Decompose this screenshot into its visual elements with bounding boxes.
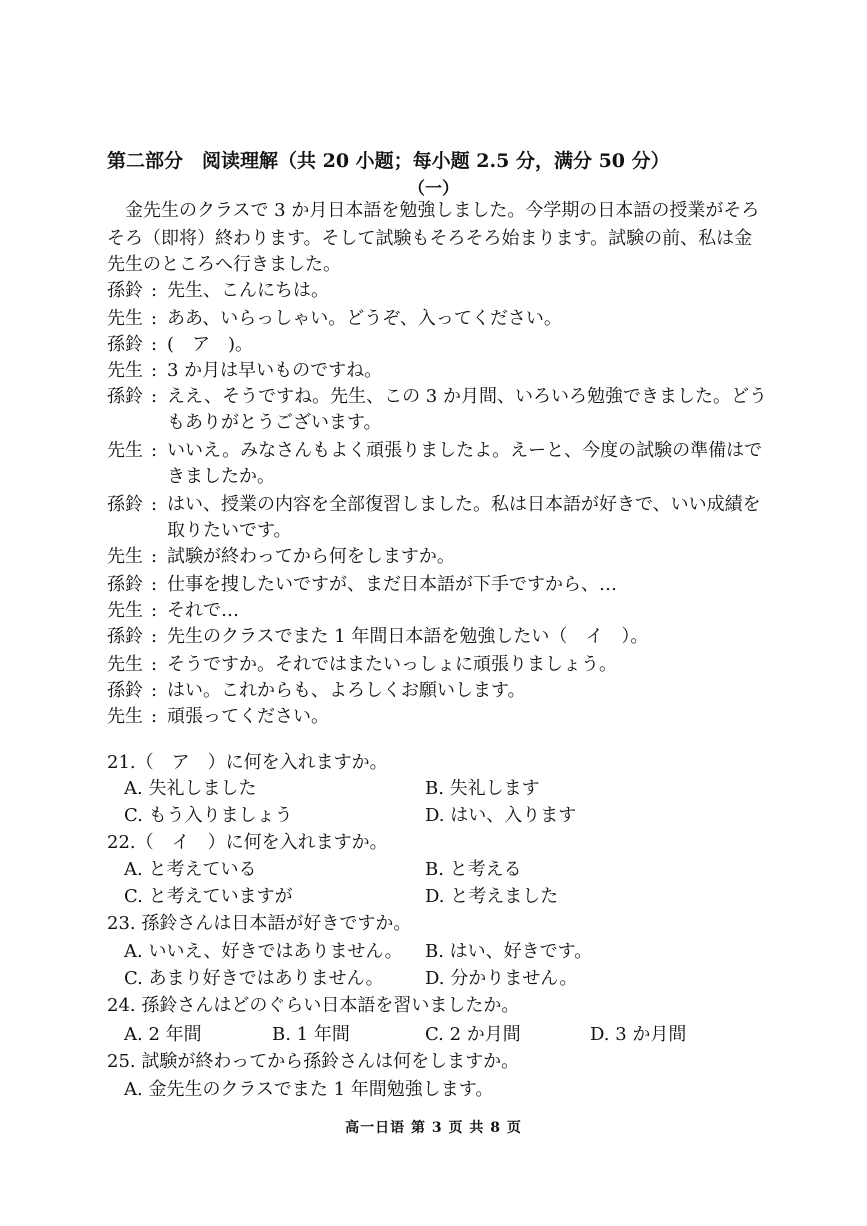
passage-number: （一） [408,179,459,199]
option: D. と考えました [425,886,559,907]
utterance: はい。これからも、よろしくお願いします。 [167,680,526,701]
question-stem: 24. 孫鈴さんはどのぐらい日本語を習いましたか。 [107,995,520,1016]
speaker-label: 孫鈴 : [107,494,158,515]
utterance: 先生、こんにちは。 [167,280,329,301]
option: D. はい、入ります [425,805,577,826]
speaker-label: 先生 : [107,360,158,381]
utterance-continued: もありがとうございます。 [167,412,382,433]
speaker-label: 先生 : [107,440,158,461]
question-stem: 21.（ ア ）に何を入れますか。 [107,752,388,773]
utterance: ああ、いらっしゃい。どうぞ、入ってください。 [167,308,562,329]
speaker-label: 孫鈴 : [107,334,158,355]
intro-line: 金先生のクラスで 3 か月日本語を勉強しました。今学期の日本語の授業がそろ [107,200,760,221]
page-footer: 高一日语 第 3 页 共 8 页 [345,1120,522,1136]
option: C. もう入りましょう [124,805,293,826]
speaker-label: 孫鈴 : [107,386,158,407]
utterance: そうですか。それではまたいっしょに頑張りましょう。 [167,654,617,675]
utterance: はい、授業の内容を全部復習しました。私は日本語が好きで、いい成績を [167,494,761,515]
speaker-label: 孫鈴 : [107,280,158,301]
utterance: いいえ。みなさんもよく頑張りましたよ。えーと、今度の試験の準備はで [167,440,763,461]
option: B. 失礼します [425,778,540,799]
utterance: それで… [167,600,239,621]
utterance: ( ア )。 [167,334,254,355]
option: A. 2 年間 [124,1024,202,1045]
option: A. 金先生のクラスでまた 1 年間勉強します。 [124,1079,494,1100]
utterance: 3 か月は早いものですね。 [167,360,383,381]
speaker-label: 先生 : [107,706,158,727]
question-stem: 22.（ イ ）に何を入れますか。 [107,832,388,853]
utterance: 頑張ってください。 [167,706,329,727]
option: B. 1 年間 [272,1024,350,1045]
intro-line: 先生のところへ行きました。 [107,254,341,275]
speaker-label: 孫鈴 : [107,626,158,647]
option: C. あまり好きではありません。 [124,968,384,989]
option: B. はい、好きです。 [425,941,593,962]
speaker-label: 孫鈴 : [107,574,158,595]
section-title: 第二部分 阅读理解（共 20 小题；每小题 2.5 分，满分 50 分） [107,150,670,172]
utterance: ええ、そうですね。先生、この 3 か月間、いろいろ勉強できました。どう [167,386,767,407]
utterance: 試験が終わってから何をしますか。 [167,546,455,567]
speaker-label: 先生 : [107,546,158,567]
utterance: 仕事を捜したいですが、まだ日本語が下手ですから、… [167,574,617,595]
utterance-continued: きましたか。 [167,466,275,487]
question-stem: 25. 試験が終わってから孫鈴さんは何をしますか。 [107,1051,520,1072]
question-stem: 23. 孫鈴さんは日本語が好きですか。 [107,913,412,934]
speaker-label: 先生 : [107,308,158,329]
option: C. 2 か月間 [425,1024,521,1045]
utterance-continued: 取りたいです。 [167,520,292,541]
speaker-label: 先生 : [107,654,158,675]
option: A. と考えている [124,859,257,880]
utterance: 先生のクラスでまた 1 年間日本語を勉強したい（ イ ）。 [167,626,649,647]
intro-line: そろ（即将）終わります。そして試験もそろそろ始まります。試験の前、私は金 [107,228,753,249]
option: B. と考える [425,859,522,880]
option: C. と考えていますが [124,886,293,907]
option: A. 失礼しました [124,778,257,799]
speaker-label: 孫鈴 : [107,680,158,701]
option: D. 分かりません。 [425,968,578,989]
speaker-label: 先生 : [107,600,158,621]
option: D. 3 か月間 [590,1024,687,1045]
option: A. いいえ、好きではありません。 [124,941,403,962]
